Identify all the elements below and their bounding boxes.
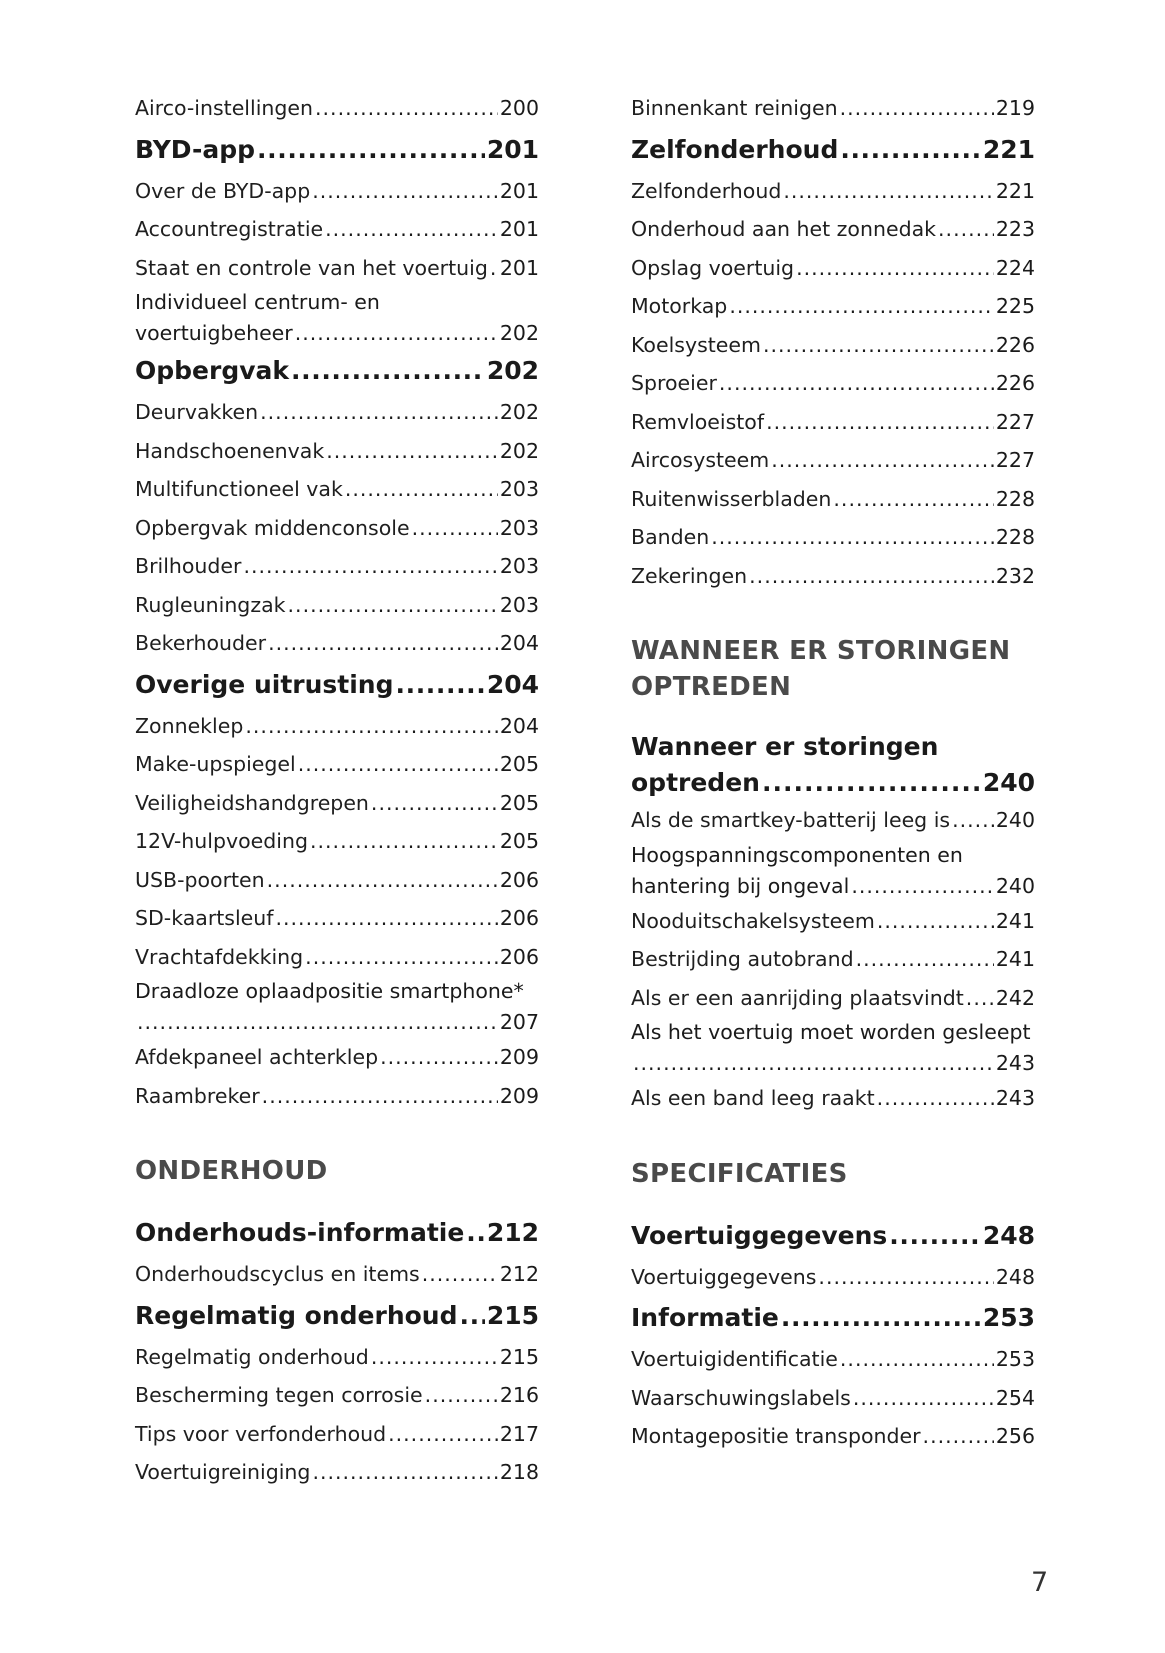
toc-entry[interactable] [631, 326, 1035, 365]
toc-leader-dots [853, 1379, 994, 1418]
toc-leader-dots [633, 1048, 994, 1079]
toc-leader-dots [260, 393, 498, 432]
toc-leader-dots [840, 89, 994, 128]
toc-page-number: 206 [499, 944, 539, 969]
toc-group [631, 89, 1035, 595]
toc-entry-title: Nooduitschakelsysteem [631, 908, 875, 933]
toc-entry[interactable] [135, 509, 539, 548]
toc-leader-dots [298, 745, 498, 784]
toc-entry-title-line1: Als het voertuig moet worden gesleept [631, 1020, 1031, 1044]
toc-page-number: 205 [499, 829, 539, 853]
toc-leader-dots [312, 172, 498, 211]
toc-entry[interactable] [135, 1415, 539, 1454]
toc-entry[interactable] [135, 1077, 539, 1116]
toc-entry[interactable] [631, 210, 1035, 249]
toc-chapter-entry[interactable] [135, 128, 539, 172]
toc-entry-title: Banden [631, 525, 710, 549]
toc-leader-dots [877, 1079, 994, 1118]
toc-page-number: 205 [499, 790, 539, 815]
toc-entry[interactable] [631, 518, 1035, 557]
toc-page-number: 256 [995, 1424, 1035, 1448]
toc-entry[interactable] [631, 172, 1035, 211]
toc-entry[interactable] [631, 287, 1035, 326]
toc-entry-title: Deurvakken [135, 400, 259, 424]
toc-page-number: 228 [995, 486, 1035, 511]
toc-entry[interactable] [631, 557, 1035, 596]
toc-page-number: 219 [995, 96, 1035, 120]
toc-entry[interactable] [135, 393, 539, 432]
toc-entry[interactable] [631, 1258, 1035, 1297]
toc-entry[interactable] [135, 586, 539, 625]
toc-entry-title: Waarschuwingslabels [631, 1385, 851, 1410]
toc-entry[interactable] [631, 902, 1035, 941]
toc-page-number: 203 [499, 592, 539, 617]
toc-entry-title: Brilhouder [135, 554, 242, 578]
toc-page-number: 253 [982, 1303, 1035, 1332]
toc-chapter-entry[interactable] [631, 128, 1035, 172]
toc-entry[interactable] [631, 940, 1035, 979]
toc-entry[interactable] [135, 1376, 539, 1415]
toc-entry[interactable] [135, 1038, 539, 1077]
toc-page-number: 248 [995, 1264, 1035, 1289]
toc-entry-title: Staat en controle van het voertuig [135, 255, 488, 280]
toc-chapter-entry[interactable] [631, 1214, 1035, 1258]
toc-page-number: 228 [995, 525, 1035, 549]
toc-entry-title: Rugleuningzak [135, 592, 286, 617]
section-heading-line2: OPTREDEN [631, 672, 792, 702]
toc-leader-dots [326, 432, 498, 471]
page-number: 7 [1031, 1567, 1049, 1598]
toc-leader-dots [312, 1453, 497, 1492]
toc-entry-title: Als een band leeg raakt [631, 1086, 875, 1110]
toc-leader-dots [771, 441, 994, 480]
toc-entry-title: Overige uitrusting [135, 669, 394, 699]
toc-entry[interactable] [631, 1417, 1035, 1456]
toc-page-number: 206 [499, 906, 539, 930]
toc-entry-title: Veiligheidshandgrepen [135, 790, 369, 815]
toc-page-number: 200 [499, 96, 539, 120]
toc-leader-dots [840, 1340, 994, 1379]
toc-page-number: 202 [486, 356, 539, 385]
toc-leader-dots [315, 89, 498, 128]
toc-page-number: 212 [499, 1262, 539, 1286]
toc-page-number: 216 [499, 1383, 539, 1407]
toc-entry[interactable] [631, 403, 1035, 442]
toc-entry-title: Regelmatig onderhoud [135, 1344, 369, 1369]
toc-group [135, 1211, 539, 1492]
toc-entry[interactable] [631, 979, 1035, 1018]
toc-entry-title: Afdekpaneel achterklep [135, 1045, 379, 1069]
toc-entry-wrapped[interactable] [135, 287, 539, 349]
toc-entry-title: Motorkap [631, 294, 728, 318]
toc-leader-dots [466, 1211, 485, 1255]
toc-entry[interactable] [135, 432, 539, 471]
toc-page-number: 241 [995, 947, 1035, 971]
toc-entry[interactable] [631, 89, 1035, 128]
toc-entry-wrapped[interactable] [135, 976, 539, 1038]
toc-entry[interactable] [135, 1338, 539, 1377]
toc-entry-title-line1: Draadloze oplaadpositie smartphone* [135, 979, 524, 1003]
toc-entry-title: Handschoenenvak [135, 438, 325, 463]
toc-leader-dots [783, 172, 994, 211]
toc-leader-dots [938, 210, 994, 249]
toc-page-number: 209 [499, 1045, 539, 1069]
toc-page-number: 202 [499, 438, 539, 463]
toc-entry[interactable] [135, 745, 539, 784]
toc-page-number: 224 [995, 255, 1035, 280]
toc-page-number: 254 [995, 1385, 1035, 1410]
section-heading-specificaties: SPECIFICATIES [631, 1158, 848, 1189]
toc-leader-dots [412, 509, 498, 548]
toc-leader-dots [840, 128, 980, 172]
toc-page-number: 202 [499, 400, 539, 424]
toc-leader-dots [833, 480, 993, 519]
toc-page-number: 226 [995, 332, 1035, 357]
toc-chapter-entry[interactable] [631, 1296, 1035, 1340]
toc-entry-title: Airco-instellingen [135, 96, 314, 120]
toc-entry-title: 12V-hulpvoeding [135, 829, 308, 853]
toc-entry-title: Informatie [631, 1303, 779, 1332]
toc-leader-dots [388, 1415, 498, 1454]
toc-entry[interactable] [135, 707, 539, 746]
toc-chapter-entry[interactable] [135, 1294, 539, 1338]
toc-page-number: 217 [499, 1421, 539, 1446]
toc-entry-title: Zelfonderhoud [631, 178, 782, 203]
toc-entry[interactable] [631, 1379, 1035, 1418]
toc-entry-title: BYD-app [135, 134, 256, 164]
toc-chapter-entry[interactable] [135, 349, 539, 393]
toc-page-number: 204 [499, 713, 539, 738]
toc-page-number: 240 [995, 808, 1035, 832]
toc-leader-dots [796, 249, 994, 288]
toc-page-number: 205 [499, 752, 539, 776]
toc-page-number: 241 [995, 908, 1035, 933]
toc-leader-dots [137, 1007, 498, 1038]
toc-entry[interactable] [631, 801, 1035, 840]
toc-page-number: 203 [499, 477, 539, 501]
toc-group [631, 902, 1035, 1018]
toc-leader-dots [781, 1296, 981, 1340]
toc-leader-dots [856, 940, 994, 979]
toc-entry-title: Montagepositie transponder [631, 1424, 921, 1448]
toc-leader-dots [262, 1077, 498, 1116]
toc-leader-dots [749, 557, 994, 596]
toc-leader-dots [310, 822, 498, 861]
toc-entry-title: Als er een aanrijding plaatsvindt [631, 985, 964, 1010]
toc-entry-title: Aircosysteem [631, 448, 770, 472]
toc-entry-title: Onderhouds-informatie [135, 1218, 465, 1247]
toc-group [631, 801, 1035, 840]
toc-entry-title: Make-upspiegel [135, 752, 296, 776]
toc-page-number: 209 [499, 1083, 539, 1108]
toc-page-number: 223 [995, 217, 1035, 241]
toc-entry-title: Voertuigreiniging [135, 1460, 311, 1484]
toc-entry-title-line1: Individueel centrum- en [135, 290, 380, 314]
toc-page-number: 204 [499, 631, 539, 655]
toc-entry[interactable] [135, 249, 539, 288]
toc-leader-dots [245, 707, 497, 746]
toc-leader-dots [851, 871, 994, 902]
toc-page-number: 201 [486, 134, 539, 164]
toc-leader-dots [288, 586, 498, 625]
toc-page-number: 201 [499, 217, 539, 241]
toc-group [135, 89, 539, 287]
toc-entry-title: Vrachtafdekking [135, 944, 304, 969]
toc-chapter-title-line1: Wanneer er storingen [631, 732, 939, 761]
toc-chapter-title-line2: optreden [631, 768, 760, 797]
toc-leader-dots [305, 938, 498, 977]
toc-page-number: 206 [499, 867, 539, 892]
toc-entry-title: Regelmatig onderhoud [135, 1300, 458, 1330]
toc-entry-title: Zekeringen [631, 563, 748, 588]
toc-leader-dots [243, 547, 497, 586]
toc-entry-title: Tips voor verfonderhoud [135, 1421, 387, 1446]
toc-leader-dots [425, 1376, 498, 1415]
toc-entry-title: Sproeier [631, 371, 717, 395]
toc-entry[interactable] [135, 822, 539, 861]
toc-leader-dots [345, 470, 498, 509]
toc-leader-dots [268, 624, 498, 663]
toc-page-number: 240 [995, 873, 1035, 898]
toc-group [135, 1038, 539, 1115]
section-heading-line1: WANNEER ER STORINGEN [631, 636, 1011, 666]
toc-entry-title: Onderhoudscyclus en items [135, 1262, 420, 1286]
toc-entry-title: Zelfonderhoud [631, 134, 839, 164]
section-heading-onderhoud: ONDERHOUD [135, 1156, 328, 1186]
toc-leader-dots [766, 403, 994, 442]
toc-column-right [631, 89, 1035, 1456]
toc-leader-dots [877, 902, 994, 941]
toc-entry[interactable] [135, 938, 539, 977]
toc-entry[interactable] [135, 861, 539, 900]
toc-entry-title-line2: voertuigbeheer [135, 321, 293, 345]
toc-entry-title: Als de smartkey-batterij leeg is [631, 808, 951, 832]
toc-entry-title: Binnenkant reinigen [631, 96, 838, 120]
toc-leader-dots [396, 663, 485, 707]
toc-entry-title: Onderhoud aan het zonnedak [631, 217, 937, 241]
toc-leader-dots [719, 364, 994, 403]
toc-leader-dots [490, 249, 498, 288]
toc-entry[interactable] [631, 1340, 1035, 1379]
toc-page-number: 201 [499, 178, 539, 203]
toc-entry[interactable] [135, 89, 539, 128]
toc-page-number: 227 [995, 409, 1035, 434]
toc-entry[interactable] [631, 364, 1035, 403]
toc-entry[interactable] [631, 1079, 1035, 1118]
toc-entry-title: Voertuiggegevens [631, 1264, 817, 1289]
toc-entry-wrapped[interactable] [631, 840, 1035, 902]
toc-page-number: 212 [486, 1218, 539, 1247]
toc-entry[interactable] [135, 899, 539, 938]
toc-entry[interactable] [135, 784, 539, 823]
toc-page-number: 226 [995, 371, 1035, 395]
toc-entry[interactable] [135, 1453, 539, 1492]
toc-entry-title: USB-poorten [135, 867, 265, 892]
toc-leader-dots [460, 1294, 485, 1338]
toc-leader-dots [295, 318, 498, 349]
toc-entry-wrapped[interactable] [631, 1017, 1035, 1079]
toc-entry-title: Koelsysteem [631, 332, 761, 357]
toc-column-left [135, 89, 539, 1492]
toc-page-number: 203 [499, 515, 539, 540]
toc-entry-title: Voertuiggegevens [631, 1220, 888, 1250]
toc-group [135, 349, 539, 976]
toc-leader-dots [371, 784, 498, 823]
toc-page-number: 227 [995, 448, 1035, 472]
toc-leader-dots [729, 287, 994, 326]
toc-group [631, 1214, 1035, 1456]
toc-leader-dots [380, 1038, 498, 1077]
toc-entry-title: Zonneklep [135, 713, 244, 738]
toc-chapter-entry[interactable] [135, 1211, 539, 1255]
toc-leader-dots [889, 1214, 981, 1258]
toc-leader-dots [966, 979, 994, 1018]
toc-page-number: 215 [486, 1300, 539, 1330]
toc-entry[interactable] [631, 249, 1035, 288]
toc-page-number: 232 [995, 563, 1035, 588]
toc-entry-title: Raambreker [135, 1083, 260, 1108]
toc-leader-dots [763, 326, 994, 365]
toc-entry-title: Accountregistratie [135, 217, 324, 241]
toc-entry-title: Bestrijding autobrand [631, 947, 854, 971]
toc-entry[interactable] [135, 210, 539, 249]
toc-leader-dots [276, 899, 498, 938]
toc-entry[interactable] [631, 480, 1035, 519]
toc-leader-dots [291, 349, 485, 393]
toc-entry[interactable] [135, 1255, 539, 1294]
toc-page-number: 221 [982, 134, 1035, 164]
toc-leader-dots [952, 801, 994, 840]
toc-entry-title: SD-kaartsleuf [135, 906, 274, 930]
toc-entry[interactable] [135, 624, 539, 663]
toc-page-number: 207 [499, 1010, 539, 1034]
section-heading-storingen [631, 633, 1035, 705]
toc-entry-title-line1: Hoogspanningscomponenten en [631, 842, 963, 867]
toc-group [631, 1079, 1035, 1118]
toc-entry[interactable] [135, 172, 539, 211]
toc-page-number: 242 [995, 985, 1035, 1010]
toc-leader-dots [923, 1417, 994, 1456]
toc-leader-dots [762, 765, 981, 801]
toc-leader-dots [257, 128, 485, 172]
toc-entry[interactable] [135, 547, 539, 586]
toc-page-number: 204 [486, 669, 539, 699]
toc-page-number: 203 [499, 554, 539, 578]
toc-entry-title: Ruitenwisserbladen [631, 486, 832, 511]
toc-entry-title: Voertuigidentificatie [631, 1347, 838, 1371]
toc-page-number: 201 [499, 255, 539, 280]
toc-entry-title-line2: hantering bij ongeval [631, 873, 850, 898]
toc-page-number: 218 [499, 1460, 539, 1484]
toc-entry-title: Bescherming tegen corrosie [135, 1383, 423, 1407]
toc-entry-title: Remvloeistof [631, 409, 765, 434]
toc-page-number: 221 [995, 178, 1035, 203]
toc-page-number: 243 [995, 1086, 1035, 1110]
toc-leader-dots [422, 1255, 498, 1294]
toc-entry[interactable] [631, 441, 1035, 480]
toc-page-number: 240 [982, 768, 1035, 797]
toc-entry-title: Bekerhouder [135, 631, 267, 655]
toc-leader-dots [711, 518, 994, 557]
toc-leader-dots [371, 1338, 498, 1377]
toc-entry-title: Opbergvak middenconsole [135, 515, 410, 540]
toc-entry[interactable] [135, 470, 539, 509]
toc-entry-title: Over de BYD-app [135, 178, 311, 203]
toc-chapter-wrapped[interactable] [631, 729, 1035, 801]
toc-page-number: 248 [982, 1220, 1035, 1250]
toc-page-number: 225 [995, 294, 1035, 318]
toc-page-number: 215 [499, 1344, 539, 1369]
toc-page-number: 253 [995, 1347, 1035, 1371]
toc-entry-title: Multifunctioneel vak [135, 477, 343, 501]
toc-leader-dots [818, 1258, 993, 1297]
toc-chapter-entry[interactable] [135, 663, 539, 707]
toc-entry-title: Opslag voertuig [631, 255, 795, 280]
toc-page-number: 243 [995, 1051, 1035, 1075]
toc-entry-title: Opbergvak [135, 356, 290, 385]
toc-leader-dots [267, 861, 498, 900]
toc-leader-dots [325, 210, 498, 249]
toc-page-number: 202 [499, 321, 539, 345]
